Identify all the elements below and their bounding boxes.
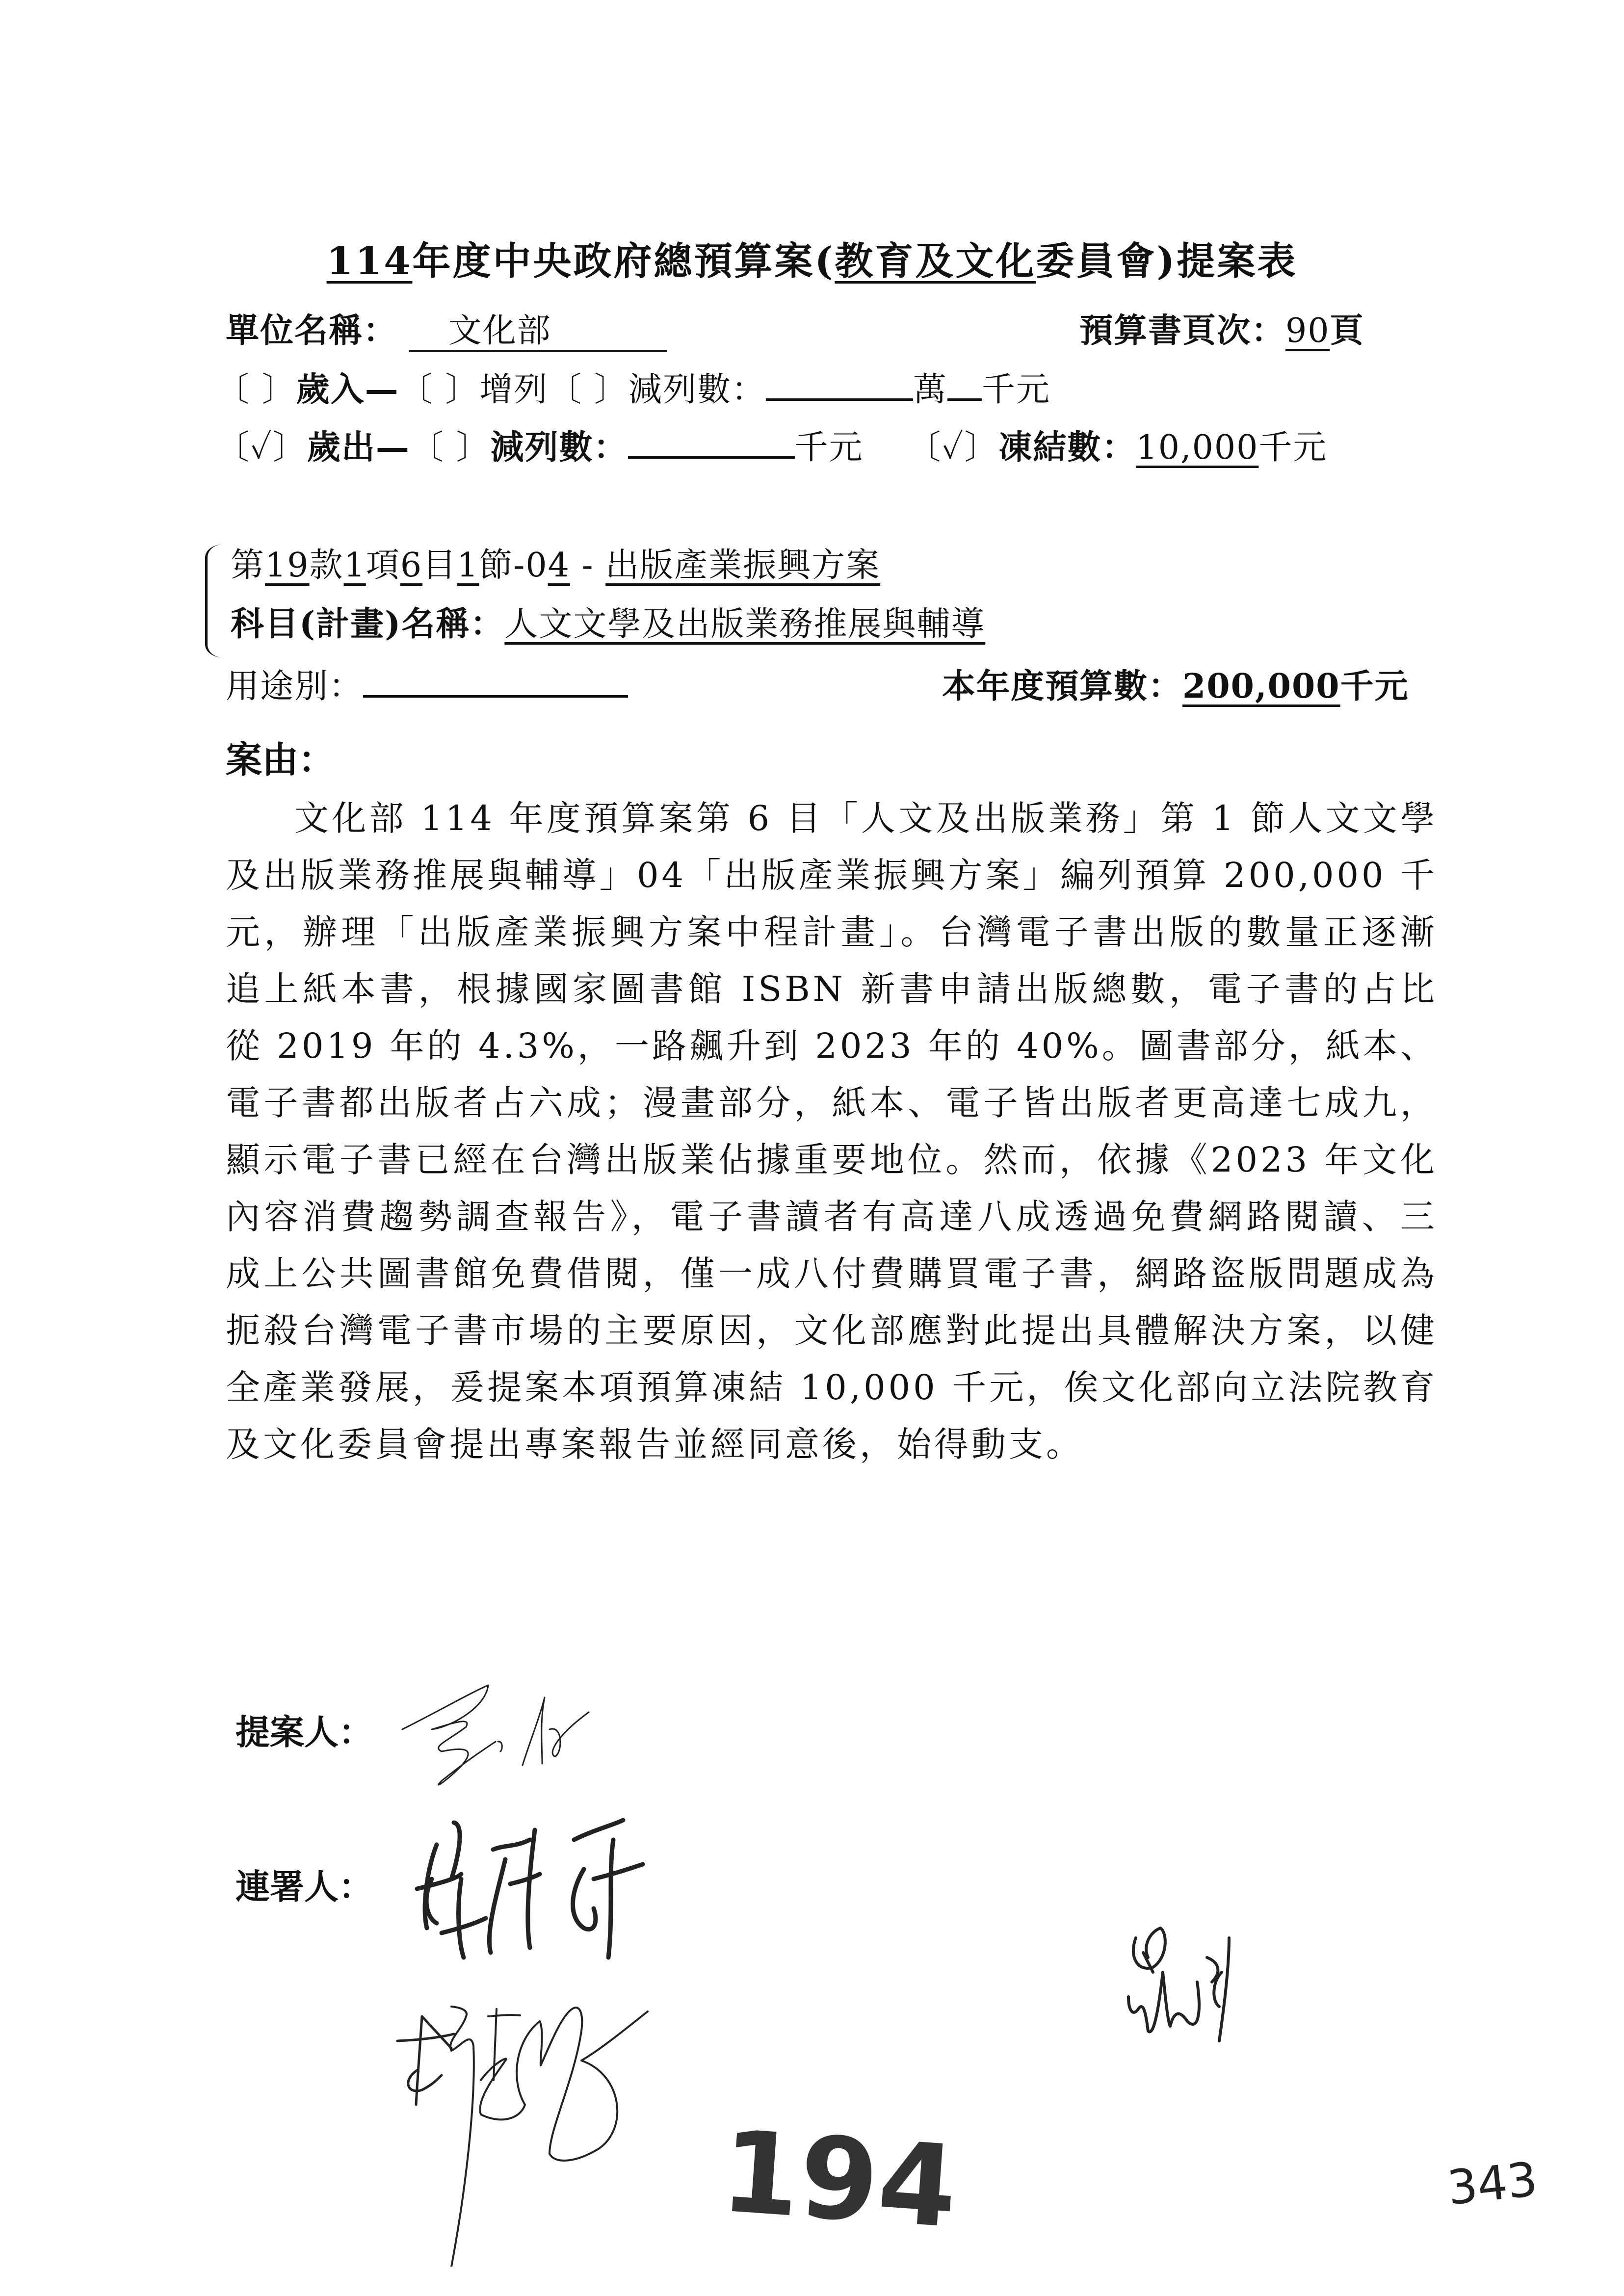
budget-page-suffix: 頁 [1330,311,1364,350]
unit-name-row [226,304,667,352]
item-mu-label: 目 [422,546,457,585]
title-committee: 教育及文化 [835,239,1036,284]
title-part1: 年度中央政府總預算案( [412,239,835,284]
budget-page-value: 90 [1285,312,1330,350]
document-title [0,231,1624,286]
revenue-decrease-label: 減列數： [628,370,766,409]
current-budget-label: 本年度預算數： [942,667,1183,706]
current-budget-value: 200,000 [1182,667,1340,706]
expenditure-decrease-unit: 千元 [794,428,864,467]
budget-page-row [1079,304,1364,352]
usage-row [226,660,628,707]
current-budget-row [942,660,1409,707]
cosigner-signature-1 [407,1810,731,1967]
reason-heading: 案由： [226,739,335,781]
section-bracket [205,545,222,657]
unit-name-label: 單位名稱： [226,311,398,350]
increase-label: 增列 [479,370,549,409]
expenditure-decrease-checkbox[interactable]: 〔 〕 [410,428,491,467]
revenue-checkbox[interactable]: 〔 〕 [216,370,296,409]
freeze-label: 凍結數： [998,428,1136,467]
item-xiang-label: 項 [366,546,400,585]
budget-item-row [231,539,880,586]
unit-thousand: 千元 [981,370,1050,409]
cosigner-signature-1-drawing [407,1810,731,1967]
expenditure-row [216,421,1327,469]
cosigner-label: 連署人： [236,1866,373,1907]
freeze-value: 10,000 [1136,428,1259,467]
item-kuan: 19 [265,546,310,585]
expenditure-decrease-blank[interactable] [628,456,795,459]
budget-page-label: 預算書頁次： [1079,311,1286,350]
revenue-thousand-blank[interactable] [947,398,982,401]
title-year: 114 [326,239,413,284]
item-kuan-label: 款 [309,546,344,585]
revenue-amount-blank[interactable] [766,398,913,401]
revenue-row [216,363,1050,411]
subject-row [231,598,985,645]
subject-value: 人文文學及出版業務推展與輔導 [504,605,986,644]
current-budget-unit: 千元 [1340,667,1409,706]
expenditure-checkbox[interactable]: 〔✓〕 [216,428,307,467]
freeze-unit: 千元 [1258,428,1328,467]
reason-paragraph [226,790,1438,1473]
proposer-label: 提案人： [236,1712,373,1752]
item-xiang: 1 [343,546,366,585]
title-part2: 委員會)提案表 [1036,239,1298,284]
cosigner-signature-3-drawing [1124,1918,1251,2046]
increase-checkbox[interactable]: 〔 〕 [399,370,480,409]
expenditure-decrease-label: 減列數： [490,428,628,467]
proposer-signature [393,1683,608,1800]
freeze-checkbox[interactable]: 〔✓〕 [907,428,999,467]
subject-label: 科目(計畫)名稱： [231,604,505,644]
item-program: 出版產業振興方案 [605,546,881,585]
unit-wan: 萬 [913,370,947,409]
cosigner-signature-3 [1124,1918,1251,2046]
item-jie: 1 [457,546,479,585]
page-number: 343 [1444,2151,1540,2216]
expenditure-label: 歲出— [307,428,410,467]
item-code: 4 [548,546,570,585]
unit-name-value: 文化部 [409,313,667,352]
proposer-signature-drawing [393,1683,608,1800]
revenue-decrease-checkbox[interactable]: 〔 〕 [548,370,629,409]
usage-blank[interactable] [363,695,628,698]
item-mu: 6 [400,546,423,585]
revenue-label: 歲入— [296,370,399,409]
handwritten-number: 194 [717,2106,961,2254]
reason-text: 文化部 114 年度預算案第 6 目「人文及出版業務」第 1 節人文文學及出版業務推展與輔導」04「出版產業振興方案」編列預算 200,000 千元，辦理「出版產業振興方案中程計畫」。台灣電子書出版的數量正逐漸追上紙本書，根據國家圖書館 ISBN 新書申請出版總數，電子書的占比從 2019 年的 4.3%，一路飆升到 2023 年的 40%。圖書部分，紙本、電子書都出版者占六成；漫畫部分，紙本、電子皆出版者更高達七成九，顯示電子書已經在台灣出版業佔據重要地位。然而，依據《2023 年文化內容消費趨勢調查報告》，電子書讀者有高達八成透過免費網路閱讀、三成上公共圖書館免費借閱，僅一成八付費購買電子書，網路盜版問題成為扼殺台灣電子書市場的主要原因，文化部應對此提出具體解決方案，以健全產業發展，爰提案本項預算凍結 10,000 千元，俟文化部向立法院教育及文化委員會提出專案報告並經同意後，始得動支。 [226,798,1438,1464]
item-separator: - [570,546,606,585]
usage-label: 用途別： [226,667,364,706]
item-jie-label: 節-0 [479,546,548,585]
item-prefix: 第 [231,546,265,585]
